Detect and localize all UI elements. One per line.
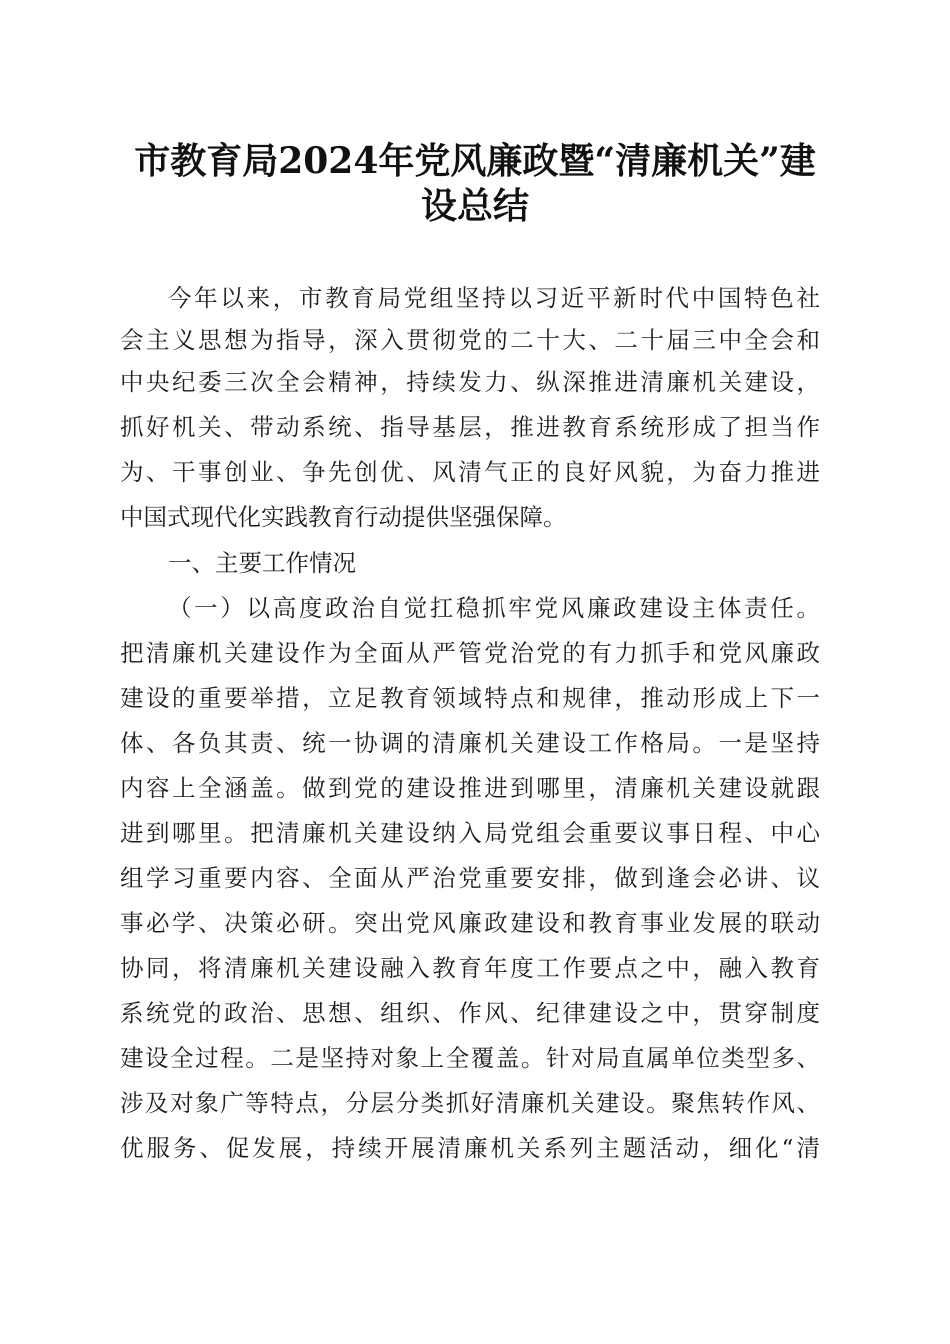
- paragraph-line: 事必学、决策必研。突出党风廉政建设和教育事业发展的联动: [120, 909, 820, 937]
- paragraph-line: 抓好机关、带动系统、指导基层，推进教育系统形成了担当作: [120, 413, 820, 441]
- paragraph-line: 中国式现代化实践教育行动提供坚强保障。: [120, 503, 567, 531]
- section-heading: 一、主要工作情况: [168, 549, 356, 577]
- paragraph-line: （一）以高度政治自觉扛稳抓牢党风廉政建设主体责任。: [168, 594, 820, 622]
- paragraph-line: 中央纪委三次全会精神，持续发力、纵深推进清廉机关建设，: [120, 368, 820, 396]
- paragraph-line: 涉及对象广等特点，分层分类抓好清廉机关建设。聚焦转作风、: [120, 1089, 820, 1117]
- document-title-line-1: 市教育局2024年党风廉政暨“清廉机关”建: [134, 140, 816, 182]
- paragraph-line: 今年以来，市教育局党组坚持以习近平新时代中国特色社: [168, 284, 820, 312]
- paragraph-line: 为、干事创业、争先创优、风清气正的良好风貌，为奋力推进: [120, 458, 820, 486]
- paragraph-line: 系统党的政治、思想、组织、作风、纪律建设之中，贯穿制度: [120, 999, 820, 1027]
- paragraph-line: 会主义思想为指导，深入贯彻党的二十大、二十届三中全会和: [120, 326, 820, 354]
- paragraph-line: 组学习重要内容、全面从严治党重要安排，做到逢会必讲、议: [120, 864, 820, 892]
- paragraph-line: 进到哪里。把清廉机关建设纳入局党组会重要议事日程、中心: [120, 819, 820, 847]
- paragraph-line: 建设全过程。二是坚持对象上全覆盖。针对局直属单位类型多、: [120, 1044, 820, 1072]
- paragraph-line: 内容上全涵盖。做到党的建设推进到哪里，清廉机关建设就跟: [120, 774, 820, 802]
- paragraph-line: 建设的重要举措，立足教育领域特点和规律，推动形成上下一: [120, 684, 820, 712]
- paragraph-line: 优服务、促发展，持续开展清廉机关系列主题活动，细化“清: [120, 1134, 820, 1162]
- document-title-line-2: 设总结: [420, 185, 529, 227]
- paragraph-line: 把清廉机关建设作为全面从严管党治党的有力抓手和党风廉政: [120, 639, 820, 667]
- paragraph-line: 体、各负其责、统一协调的清廉机关建设工作格局。一是坚持: [120, 729, 820, 757]
- paragraph-line: 协同，将清廉机关建设融入教育年度工作要点之中，融入教育: [120, 954, 820, 982]
